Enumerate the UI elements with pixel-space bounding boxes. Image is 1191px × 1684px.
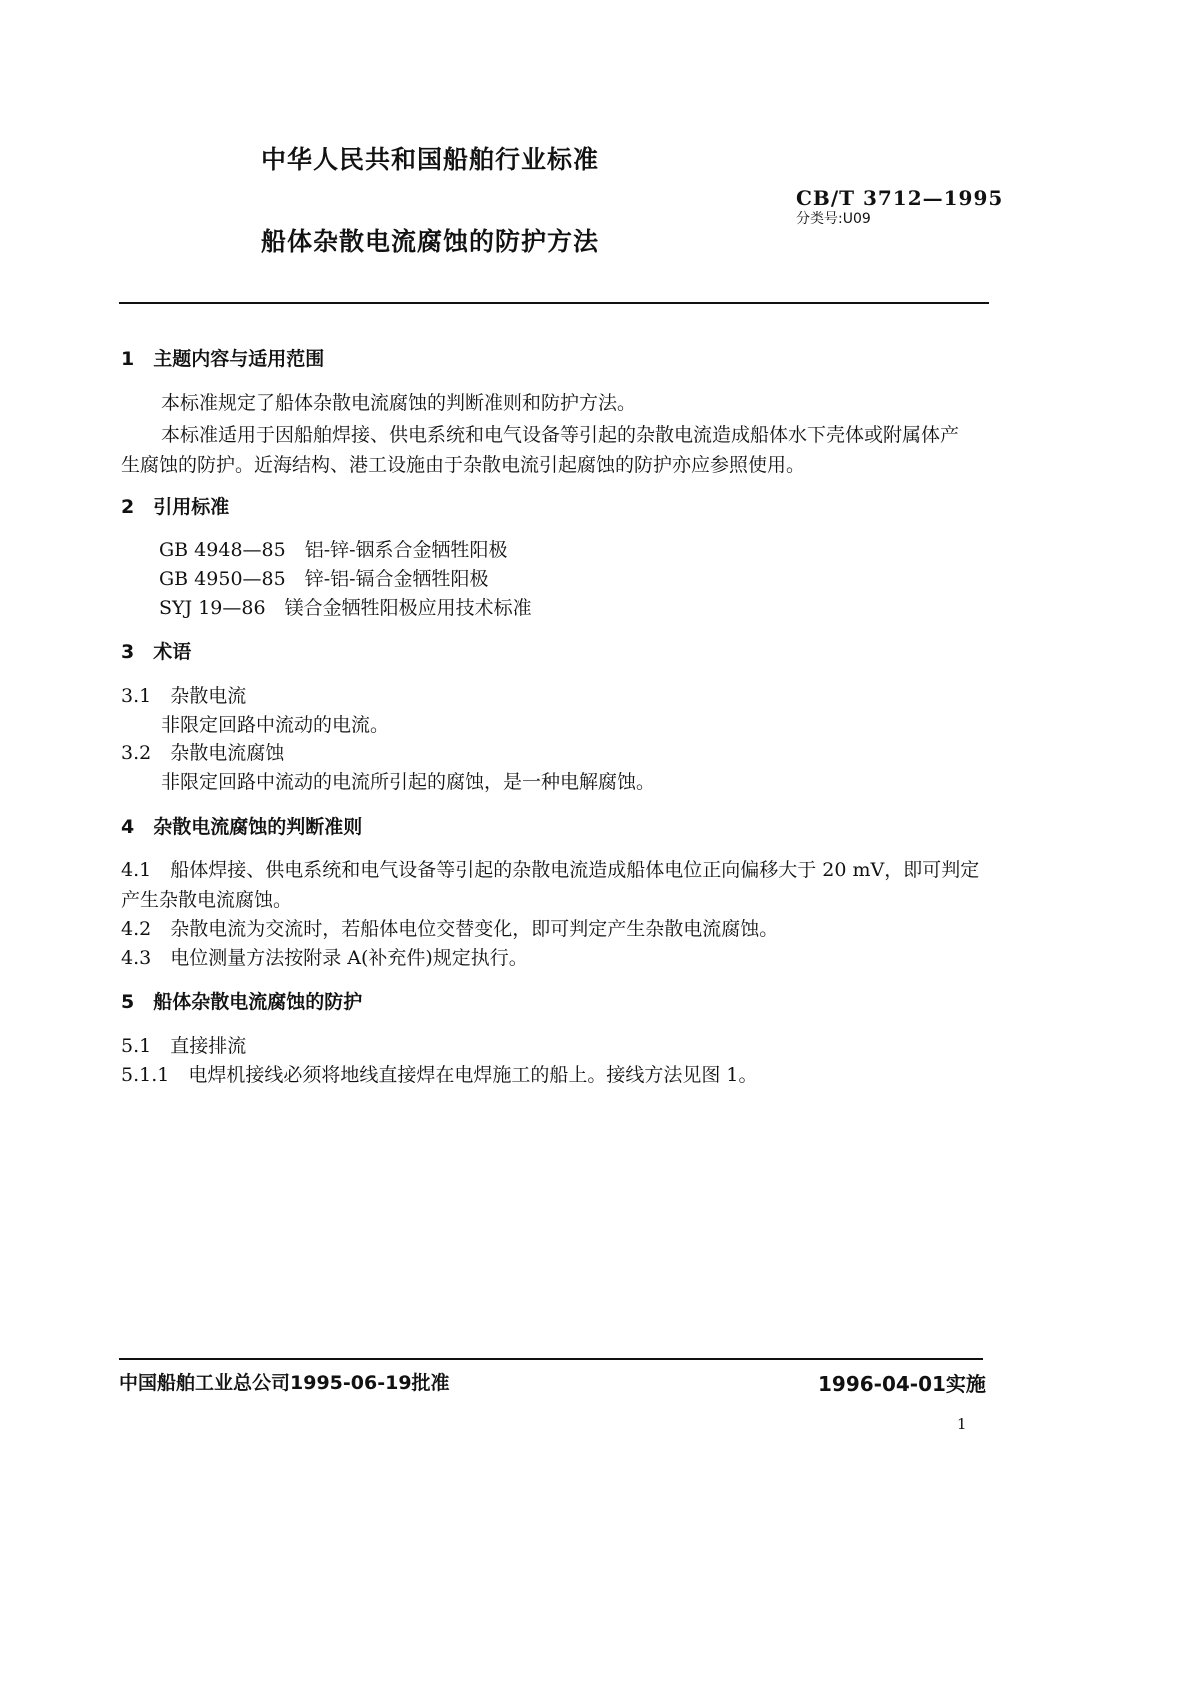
criterion-4-1-line-1: 4.1 船体焊接、供电系统和电气设备等引起的杂散电流造成船体电位正向偏移大于 20 mV，即可判定 [121, 859, 980, 881]
reference-item: SYJ 19—86 镁合金牺牲阳极应用技术标准 [159, 597, 532, 619]
effective-date: 1996-04-01实施 [818, 1372, 986, 1396]
footer-divider [119, 1358, 983, 1360]
org-standard-title: 中华人民共和国船舶行业标准 [261, 145, 600, 174]
clause-5-1-1: 5.1.1 电焊机接线必须将地线直接焊在电焊施工的船上。接线方法见图 1。 [121, 1064, 758, 1086]
section-1-heading: 1 主题内容与适用范围 [121, 348, 325, 370]
section-1-paragraph-2-line-2: 生腐蚀的防护。近海结构、港工设施由于杂散电流引起腐蚀的防护亦应参照使用。 [121, 454, 806, 476]
page-number: 1 [957, 1415, 967, 1433]
criterion-4-1-line-2: 产生杂散电流腐蚀。 [121, 889, 293, 911]
term-3-1-label: 3.1 杂散电流 [121, 685, 247, 707]
section-1-paragraph-1: 本标准规定了船体杂散电流腐蚀的判断准则和防护方法。 [161, 392, 637, 414]
section-1-paragraph-2-line-1: 本标准适用于因船舶焊接、供电系统和电气设备等引起的杂散电流造成船体水下壳体或附属体产 [161, 424, 960, 446]
criterion-4-3: 4.3 电位测量方法按附录 A(补充件)规定执行。 [121, 947, 528, 969]
reference-item: GB 4950—85 锌-铝-镉合金牺牲阳极 [159, 568, 489, 590]
document-title: 船体杂散电流腐蚀的防护方法 [261, 227, 600, 256]
term-3-1-definition: 非限定回路中流动的电流。 [161, 714, 390, 736]
reference-item: GB 4948—85 铝-锌-铟系合金牺牲阳极 [159, 539, 508, 561]
subsection-5-1: 5.1 直接排流 [121, 1035, 247, 1057]
section-2-heading: 2 引用标准 [121, 496, 230, 518]
standard-number: CB/T 3712—1995 [796, 186, 1004, 210]
section-4-heading: 4 杂散电流腐蚀的判断准则 [121, 816, 363, 838]
criterion-4-2: 4.2 杂散电流为交流时，若船体电位交替变化，即可判定产生杂散电流腐蚀。 [121, 918, 779, 940]
approval-line: 中国船舶工业总公司1995-06-19批准 [119, 1372, 450, 1394]
term-3-2-label: 3.2 杂散电流腐蚀 [121, 742, 285, 764]
section-3-heading: 3 术语 [121, 641, 192, 663]
term-3-2-definition: 非限定回路中流动的电流所引起的腐蚀，是一种电解腐蚀。 [161, 771, 656, 793]
section-5-heading: 5 船体杂散电流腐蚀的防护 [121, 991, 363, 1013]
classification-code: 分类号:U09 [796, 211, 871, 227]
header-divider [119, 302, 989, 304]
